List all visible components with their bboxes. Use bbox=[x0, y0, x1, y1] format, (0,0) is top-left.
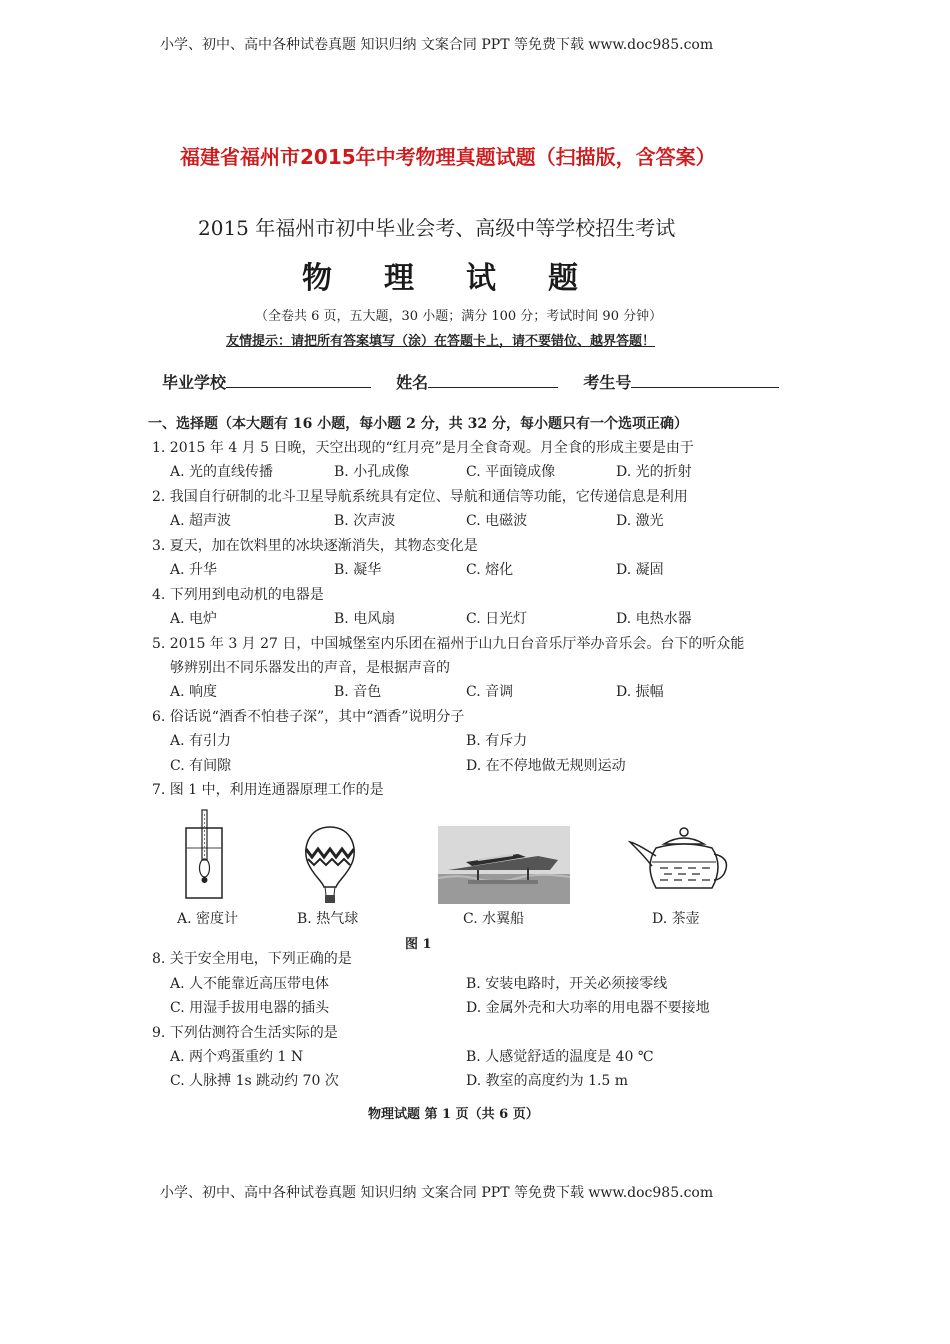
student-info-row bbox=[162, 370, 779, 393]
option: D. 在不停地做无规则运动 bbox=[466, 758, 626, 774]
question-stem: 1. 2015 年 4 月 5 日晚，天空出现的“红月亮”是月全食奇观。月全食的形成主要是由于 bbox=[152, 440, 694, 456]
option: A. 超声波 bbox=[170, 513, 232, 529]
figure-label-a: A. 密度计 bbox=[177, 911, 239, 927]
option: D. 光的折射 bbox=[616, 464, 692, 480]
top-banner: 小学、初中、高中各种试卷真题 知识归纳 文案合同 PPT 等免费下载 www.doc985.com bbox=[160, 37, 714, 53]
name-blank[interactable] bbox=[428, 373, 558, 388]
option: C. 音调 bbox=[466, 684, 514, 700]
document-title: 福建省福州市2015年中考物理真题试题（扫描版，含答案） bbox=[180, 145, 716, 169]
option: A. 电炉 bbox=[170, 611, 218, 627]
option: D. 金属外壳和大功率的用电器不要接地 bbox=[466, 1000, 710, 1016]
option: D. 教室的高度约为 1.5 m bbox=[466, 1073, 629, 1089]
option: C. 用湿手拔用电器的插头 bbox=[170, 1000, 330, 1016]
option: C. 人脉搏 1s 跳动约 70 次 bbox=[170, 1073, 339, 1089]
option: A. 响度 bbox=[170, 684, 218, 700]
teapot-icon bbox=[628, 826, 738, 896]
friendly-tip: 友情提示：请把所有答案填写（涂）在答题卡上，请不要错位、越界答题！ bbox=[226, 334, 656, 349]
figure-label-b: B. 热气球 bbox=[297, 911, 359, 927]
option: A. 人不能靠近高压带电体 bbox=[170, 976, 330, 992]
figure-label-c: C. 水翼船 bbox=[463, 911, 525, 927]
subject-title: 物理试题 bbox=[302, 261, 630, 296]
figure-caption: 图 1 bbox=[405, 937, 432, 952]
hydrometer-icon bbox=[180, 808, 230, 903]
option: B. 小孔成像 bbox=[334, 464, 410, 480]
school-label: 毕业学校 bbox=[162, 373, 227, 392]
question-stem: 4. 下列用到电动机的电器是 bbox=[152, 587, 324, 603]
option: A. 两个鸡蛋重约 1 N bbox=[170, 1049, 304, 1065]
option: C. 日光灯 bbox=[466, 611, 528, 627]
question-stem: 7. 图 1 中，利用连通器原理工作的是 bbox=[152, 782, 384, 798]
option: A. 光的直线传播 bbox=[170, 464, 274, 480]
option: C. 熔化 bbox=[466, 562, 514, 578]
option: B. 凝华 bbox=[334, 562, 382, 578]
exam-info: （全卷共 6 页，五大题，30 小题；满分 100 分；考试时间 90 分钟） bbox=[255, 309, 663, 324]
question-stem: 3. 夏天，加在饮料里的冰块逐渐消失，其物态变化是 bbox=[152, 538, 478, 554]
question-stem: 2. 我国自行研制的北斗卫星导航系统具有定位、导航和通信等功能，它传递信息是利用 bbox=[152, 489, 688, 505]
option: A. 升华 bbox=[170, 562, 218, 578]
option: D. 凝固 bbox=[616, 562, 664, 578]
option: B. 安装电路时，开关必须接零线 bbox=[466, 976, 668, 992]
figure-label-d: D. 茶壶 bbox=[652, 911, 700, 927]
bottom-banner: 小学、初中、高中各种试卷真题 知识归纳 文案合同 PPT 等免费下载 www.doc985.com bbox=[160, 1185, 714, 1201]
hot-air-balloon-icon bbox=[300, 825, 360, 905]
exam-number-label: 考生号 bbox=[583, 373, 632, 392]
question-stem: 9. 下列估测符合生活实际的是 bbox=[152, 1025, 338, 1041]
question-stem: 6. 俗话说“酒香不怕巷子深”，其中“酒香”说明分子 bbox=[152, 709, 465, 725]
exam-title: 2015 年福州市初中毕业会考、高级中等学校招生考试 bbox=[198, 216, 676, 240]
option: D. 电热水器 bbox=[616, 611, 692, 627]
option: B. 次声波 bbox=[334, 513, 396, 529]
page-number: 物理试题 第 1 页（共 6 页） bbox=[368, 1107, 539, 1122]
section-heading: 一、选择题（本大题有 16 小题，每小题 2 分，共 32 分，每小题只有一个选项正确） bbox=[148, 416, 688, 432]
question-stem-continued: 够辨别出不同乐器发出的声音，是根据声音的 bbox=[170, 660, 450, 676]
option: C. 有间隙 bbox=[170, 758, 232, 774]
option: B. 音色 bbox=[334, 684, 382, 700]
hydrofoil-boat-photo bbox=[438, 826, 570, 904]
option: A. 有引力 bbox=[170, 733, 232, 749]
option: B. 人感觉舒适的温度是 40 ℃ bbox=[466, 1049, 654, 1065]
option: C. 平面镜成像 bbox=[466, 464, 556, 480]
school-blank[interactable] bbox=[226, 373, 371, 388]
option: B. 有斥力 bbox=[466, 733, 528, 749]
option: D. 激光 bbox=[616, 513, 664, 529]
question-stem: 8. 关于安全用电，下列正确的是 bbox=[152, 951, 352, 967]
question-stem: 5. 2015 年 3 月 27 日，中国城堡室内乐团在福州于山九日台音乐厅举办音乐会。台下的听众能 bbox=[152, 636, 745, 652]
option: B. 电风扇 bbox=[334, 611, 396, 627]
option: C. 电磁波 bbox=[466, 513, 528, 529]
option: D. 振幅 bbox=[616, 684, 664, 700]
exam-number-blank[interactable] bbox=[631, 373, 779, 388]
name-label: 姓名 bbox=[396, 373, 429, 392]
